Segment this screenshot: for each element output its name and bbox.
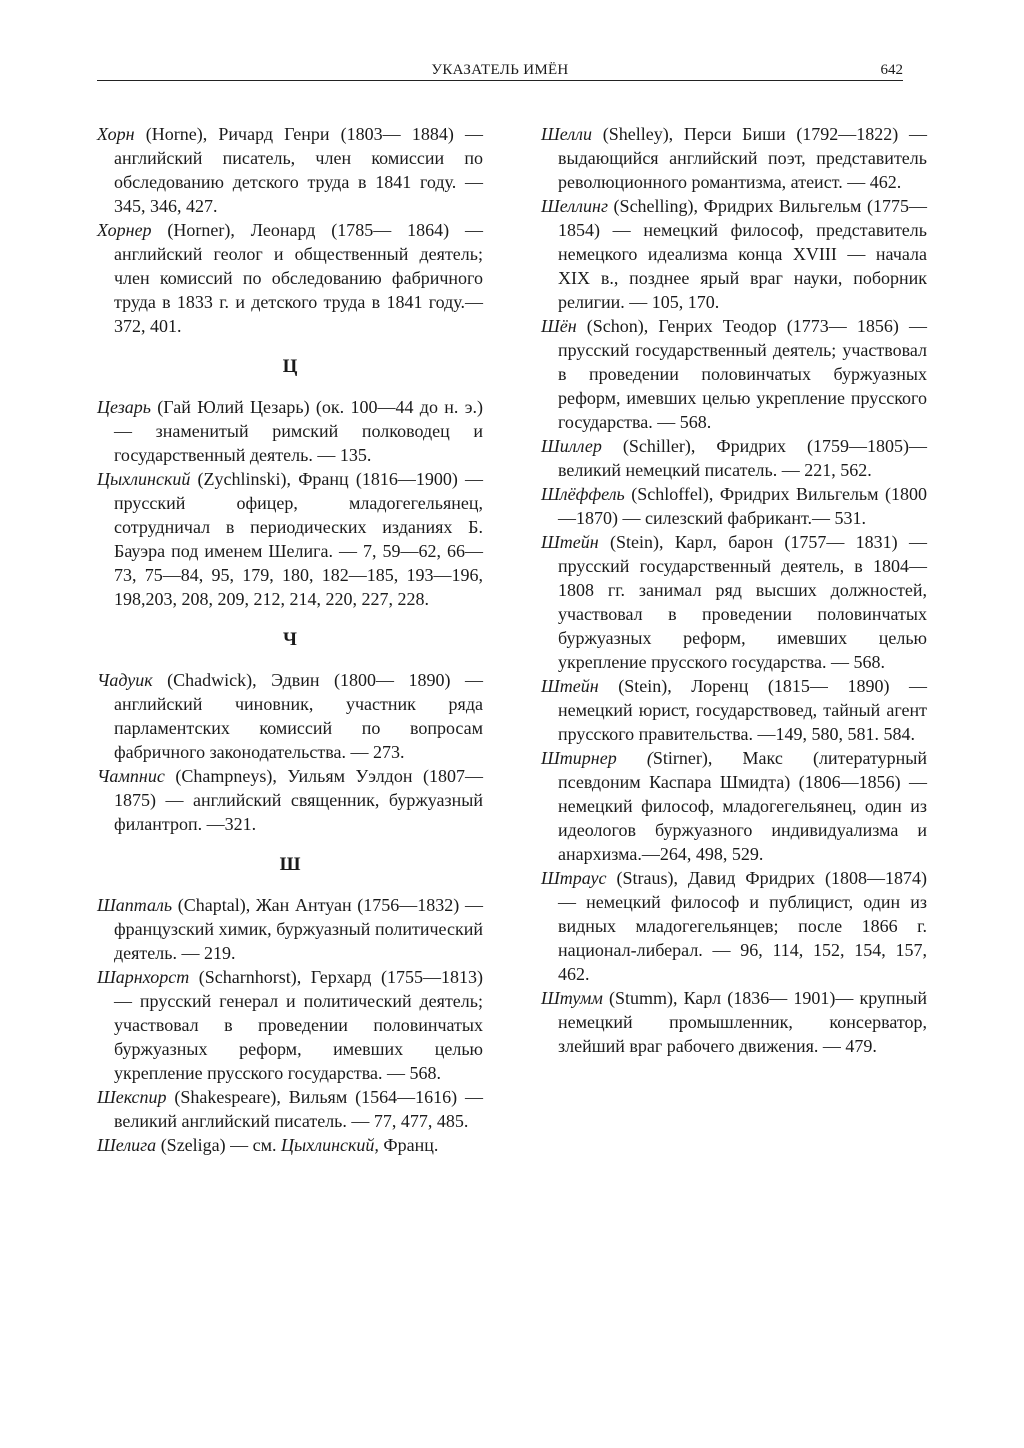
entry-description: (Horner), Леонард (1785— 1864) — английский геолог и общественный деятель; член комиссий по обследованию фабричного труда в 1833 г. и детского труда в 1841 году.—372, 401. — [114, 220, 483, 336]
running-title: УКАЗАТЕЛЬ ИМЁН — [431, 62, 569, 78]
entry-name: Чадуик — [97, 670, 153, 690]
entry-name: Хорнер — [97, 220, 152, 240]
right-column — [541, 122, 927, 1058]
entry-description: Stirner), Макс (литературный псевдоним Каспара Шмидта) (1806—1856) — немецкий философ, младогегельянец, один из идеологов буржуазного индивидуализма и анархизма.—264, 498, 529. — [558, 748, 927, 864]
entry-description: (Zychlinski), Франц (1816—1900) — прусский офицер, младогегельянец, сотрудничал в периодических изданиях Б. Бауэра под именем Шелига. — 7, 59—62, 66—73, 75—84, 95, 179, 180, 182—185, 193—196, 198,203, 208, 209, 212, 214, 220, 227, 228. — [114, 469, 483, 609]
index-entry — [97, 218, 483, 338]
index-entry — [541, 746, 927, 866]
index-entry — [541, 122, 927, 194]
index-entry — [97, 965, 483, 1085]
entry-name: Шиллер — [541, 436, 602, 456]
entry-description: (Horne), Ричард Генри (1803— 1884) — английский писатель, член комиссии по обследованию детского труда в 1841 году. — 345, 346, 427. — [114, 124, 483, 216]
entry-description: (Shelley), Перси Биши (1792—1822) — выдающийся английский поэт, представитель революционного романтизма, атеист. — 462. — [558, 124, 927, 192]
entry-name: Цыхлинский — [97, 469, 191, 489]
entry-description: (Chadwick), Эдвин (1800— 1890) — английский чиновник, участник ряда парламентских комиссий по вопросам фабричного законодательства. — 273. — [114, 670, 483, 762]
page-number: 642 — [880, 62, 903, 78]
entry-name: Шарнхорст — [97, 967, 190, 987]
index-letter-heading: Ч — [283, 629, 297, 650]
entry-description: (Stumm), Карл (1836— 1901)— крупный немецкий промышленник, консерватор, злейший враг рабочего движения. — 479. — [558, 988, 927, 1056]
entry-name: Цезарь — [97, 397, 151, 417]
index-letter-heading: Ш — [279, 854, 301, 875]
index-entry — [541, 530, 927, 674]
entry-name: Штейн — [541, 676, 599, 696]
index-entry — [541, 866, 927, 986]
index-entry — [97, 395, 483, 467]
index-entry — [97, 467, 483, 611]
index-entry — [97, 893, 483, 965]
index-letter-heading: Ц — [282, 356, 298, 377]
entry-name: Шелли — [541, 124, 593, 144]
index-entry — [541, 314, 927, 434]
entry-name: Шекспир — [97, 1087, 167, 1107]
index-entry — [541, 434, 927, 482]
entry-description: (Scharnhorst), Герхард (1755—1813) — прусский генерал и политический деятель; участвовал в проведении половинчатых буржуазных реформ, имевших целью укрепление прусского государства. — 568. — [114, 967, 483, 1083]
running-header — [97, 60, 903, 81]
index-entry — [97, 668, 483, 764]
entry-description: (Schelling), Фридрих Вильгельм (1775—1854) — немецкий философ, представитель немецкого идеализма конца XVIII — начала XIX в., позднее ярый враг науки, поборник религии. — 105, 170. — [558, 196, 927, 312]
entry-description: (Stein), Лоренц (1815— 1890) — немецкий юрист, государствовед, тайный агент прусского правительства. —149, 580, 581. 584. — [558, 676, 927, 744]
entry-description: (Schloffel), Фридрих Вильгельм (1800—1870) — силезский фабрикант.— 531. — [558, 484, 927, 528]
index-entry — [541, 482, 927, 530]
entry-name: Штейн — [541, 532, 599, 552]
entry-description: (Schon), Генрих Теодор (1773— 1856) — прусский государственный деятель; участвовал в проведении половинчатых буржуазных реформ, имевших целью укрепление прусского государства. — 568. — [558, 316, 927, 432]
entry-description: (Szeliga) — см. — [156, 1135, 282, 1155]
entry-name: Шён — [541, 316, 577, 336]
index-entry — [97, 1085, 483, 1133]
entry-name: Шапталь — [97, 895, 173, 915]
entry-description: (Straus), Давид Фридрих (1808—1874) — немецкий философ и публицист, один из видных младогегельянцев; после 1866 г. национал-либерал. — 96, 114, 152, 154, 157, 462. — [558, 868, 927, 984]
index-entry — [97, 764, 483, 836]
entry-name: Штумм — [541, 988, 603, 1008]
entry-description: (Champneys), Уильям Уэлдон (1807—1875) — английский священник, буржуазный филантроп. —321. — [114, 766, 483, 834]
entry-name: Шлёффель — [541, 484, 625, 504]
index-entry — [541, 674, 927, 746]
entry-cross-reference: Цыхлинский, — [281, 1135, 379, 1155]
entry-name: Штраус — [541, 868, 607, 888]
entry-description: (Гай Юлий Цезарь) (ок. 100—44 до н. э.) — знаменитый римский полководец и государственный деятель. — 135. — [114, 397, 483, 465]
entry-name: Чампнис — [97, 766, 165, 786]
entry-name: Хорн — [97, 124, 135, 144]
entry-name: Шелига — [97, 1135, 157, 1155]
index-entry — [541, 194, 927, 314]
entry-description: (Schiller), Фридрих (1759—1805)—великий немецкий писатель. — 221, 562. — [558, 436, 927, 480]
left-column — [97, 122, 483, 1157]
entry-description-tail: Франц. — [378, 1135, 439, 1155]
entry-description: (Chaptal), Жан Антуан (1756—1832) — французский химик, буржуазный политический деятель. — 219. — [114, 895, 483, 963]
entry-description: (Shakespeare), Вильям (1564—1616) — великий английский писатель. — 77, 477, 485. — [114, 1087, 483, 1131]
index-entry — [541, 986, 927, 1058]
index-entry — [97, 1133, 483, 1157]
entry-name: Штирнер ( — [541, 748, 653, 768]
entry-name: Шеллинг — [541, 196, 608, 216]
entry-description: (Stein), Карл, барон (1757— 1831) — прусский государственный деятель, в 1804—1808 гг. занимал ряд высших должностей, участвовал в проведении половинчатых буржуазных реформ, имевших целью укрепление прусского государства. — 568. — [558, 532, 927, 672]
index-entry — [97, 122, 483, 218]
